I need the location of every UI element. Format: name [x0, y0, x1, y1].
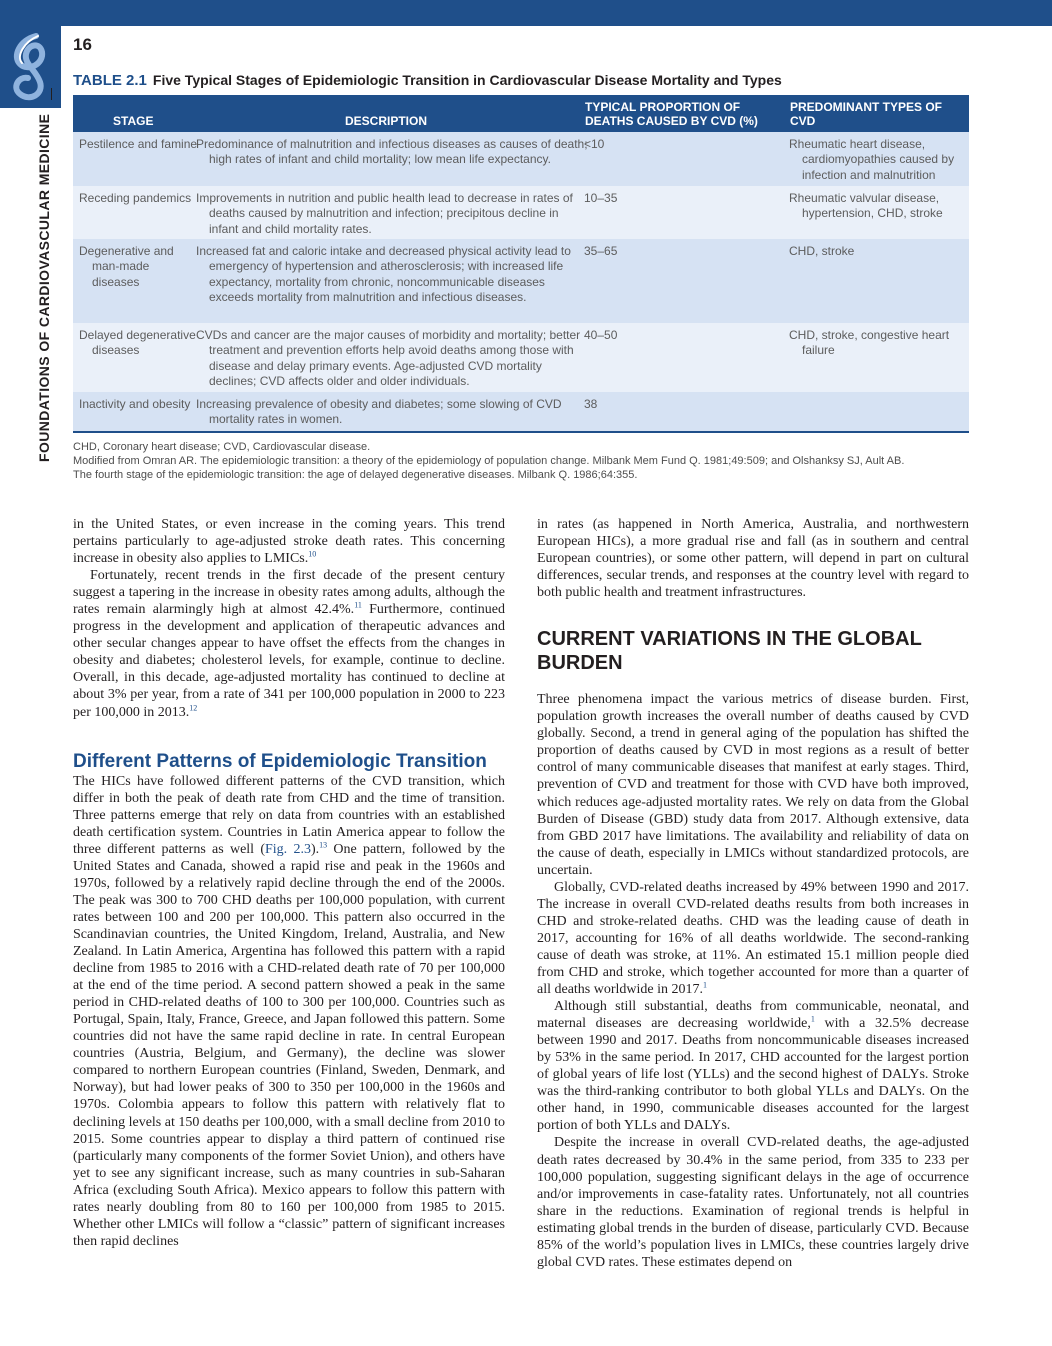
proportion-cell: 38 [584, 397, 598, 411]
paragraph: in rates (as happened in North America, Australia, and northwestern European HICs), a more gradual rise and fall (as in southern and central European countries), or some other pattern, will depend in part on cultural differences, secular trends, and responses at the country level with regard to both public health and treatment infrastructures. [537, 517, 969, 601]
types-cell: CHD, stroke [789, 244, 855, 258]
stage-cell: Receding pandemics [79, 191, 192, 205]
epidemiologic-stages-table [73, 95, 969, 433]
table-bottom-rule [73, 431, 969, 433]
header-description: DESCRIPTION [345, 114, 428, 128]
table-footnotes [73, 440, 973, 483]
table-row [73, 323, 969, 392]
paragraph: Despite the increase in overall CVD-related deaths, the age-adjusted death rates decreased by 30.4% in the same period, from 335 to 233 per 100,000 population, suggesting significant delays in the age of occurrence and/or improvements in case-fatality rates. Unfortunately, not all countries share in the reductions. Examination of regional trends is helpful in estimating global trends in the burden of disease, particularly CVD. Because 85% of the world’s population lives in LMICs, these countries largely drive global CVD rates. These estimates depend on [537, 1135, 969, 1270]
stage-cell: Inactivity and obesity [79, 397, 191, 411]
table-label: TABLE 2.1 [73, 72, 147, 89]
citation[interactable]: 11 [354, 600, 362, 610]
table-row [73, 392, 969, 431]
citation[interactable]: 13 [319, 840, 328, 850]
table-row [73, 132, 969, 186]
chapter-logo-icon [2, 30, 58, 106]
description-cell: Increasing prevalence of obesity and diabetes; some slowing of CVD mortality rates in women. [196, 397, 562, 427]
subsection-heading: Different Patterns of Epidemiologic Transition [73, 750, 487, 772]
paragraph-text: with a 32.5% decrease between 1990 and 2017. Deaths from noncommunicable diseases increased by 53% in the same period. In 2017, CHD accounted for the largest portion of global years of life lost (YLLs) and the second highest of DALYs. Stroke was the third-ranking contributor to both global YLLs and DALYs. On the other hand, in 1990, communicable diseases accounted for the largest portion of both YLLs and DALYs. [537, 1016, 969, 1134]
paragraph [73, 516, 505, 567]
citation[interactable]: 1 [703, 980, 708, 990]
proportion-cell: 40–50 [584, 328, 618, 342]
citation[interactable]: 1 [810, 1014, 815, 1024]
paragraph-text: Furthermore, continued progress in the development and application of therapeutic advances and other secular changes appear to have offset the effects from the changes in obesity and diabetes; cholesterol levels, for example, continue to decline. Overall, in this decade, age-adjusted mortality has continued to decline at about 3% per year, from a rate of 341 per 100,000 population in 2000 to 223 per 100,000 in 2013. [73, 602, 505, 720]
section-heading: CURRENT VARIATIONS IN THE GLOBAL BURDEN [537, 628, 922, 675]
proportion-cell: 35–65 [584, 244, 618, 258]
proportion-cell: 10–35 [584, 191, 618, 205]
paragraph [73, 773, 505, 1250]
header-types: PREDOMINANT TYPES OF CVD [790, 100, 943, 128]
types-cell: CHD, stroke, congestive heart failure [789, 328, 950, 358]
table-caption [73, 72, 782, 89]
paragraph [537, 879, 969, 998]
table-header-row [73, 95, 969, 132]
paragraph: Three phenomena impact the various metrics of disease burden. First, population growth increases the overall number of deaths caused by CVD globally. Second, a trend in general aging of the population has shifted the proportion of deaths caused by CVD in most regions as a result of better control of many communicable diseases that manifest at early stages. Third, prevention of CVD and treatment for those with CVD have both improved, which reduces age-adjusted mortality rates. We rely on data from the Global Burden of Disease (GBD) study data from 2017. Although extensive, data from GBD 2017 have limitations. The availability and reliability of data on the cause of death, especially in LMICs without standardized protocols, are uncertain. [537, 692, 969, 878]
header-stage: STAGE [113, 114, 154, 128]
table-row [73, 186, 969, 239]
types-cell: Rheumatic valvular disease, hypertension, CHD, stroke [789, 191, 943, 221]
stage-cell: Pestilence and famine [79, 137, 198, 151]
citation[interactable]: 10 [308, 549, 317, 559]
paragraph-text: ). [310, 841, 320, 857]
left-text-column [73, 516, 505, 1250]
top-color-band [0, 0, 1052, 26]
stage-cell: Delayed degenerative diseases [79, 328, 196, 358]
paragraph-text: The HICs have followed different patterns of the CVD transition, which differ in both the peak of death rate from CHD and the time of transition. Three patterns emerge that rely on data from countries with an established death certification system. Countries in Latin America appear to follow the three different patterns as well ( [73, 773, 505, 857]
paragraph-text: One pattern, followed by the United States and Canada, showed a rapid rise and peak in the 1960s and 1970s, followed by a relatively rapid decline through the end of the 2000s. The peak was 300 to 700 CHD deaths per 100,000 population, with current rates between 100 and 200 per 100,000. This pattern also occurred in the Scandinavian countries, the United Kingdom, Ireland, Australia, and New Zealand. In Latin America, Argentina has followed this pattern with a rapid decline from 1985 to 2016 with a CHD-related death rate of 70 per 100,000 at the end of the time period. A second pattern showed a peak in the same period in CHD-related deaths of 100 to 300 per 100,000. Countries such as Portugal, Spain, Italy, France, Greece, and Japan followed this pattern. Some countries did not have the same rapid decline in rate. In central European countries (Austria, Belgium, and Germany), the decline was slower compared to northern European countries (Finland, Sweden, Denmark, and Norway), but had lower peaks of 300 to 350 per 100,000 in the 1960s and 1970s. Colombia appears to follow this pattern with relatively flat to declining levels at 150 deaths per 100,000, with a small decline from 2010 to 2015. Some countries appear to display a third pattern of continued rise (particularly many components of the former Soviet Union), and others have yet to see any significant increase, such as many countries in sub-Saharan Africa (excluding South Africa). Mexico appears to follow this pattern with rates nearly doubling from 80 to 160 per 100,000 from 1985 to 2015. Whether other LMICs will follow a “classic” pattern of significant increases then rapid declines [73, 841, 506, 1249]
table-title: Five Typical Stages of Epidemiologic Transition in Cardiovascular Disease Mortality and Types [152, 72, 782, 88]
footnote-abbreviations: CHD, Coronary heart disease; CVD, Cardiovascular disease. [73, 441, 371, 453]
paragraph-text: Globally, CVD-related deaths increased by 49% between 1990 and 2017. The increase in overall CVD-related deaths results from both increases in CHD and stroke-related deaths. CHD was the leading cause of death in 2017, accounting for 16% of all deaths worldwide. The second-ranking cause of death was stroke, at 11%. An estimated 15.1 million people died from CHD and stroke, which together accounted for more than a quarter of all deaths worldwide in 2017. [537, 879, 969, 998]
paragraph-text: Although still substantial, deaths from communicable, neonatal, and maternal diseases are decreasing worldwide, [537, 999, 969, 1032]
side-divider [51, 88, 52, 100]
proportion-cell: <10 [584, 137, 605, 151]
right-text-column [537, 516, 969, 1271]
types-cell: Rheumatic heart disease, cardiomyopathies caused by infection and malnutrition [789, 137, 955, 182]
description-cell: Predominance of malnutrition and infectious diseases as causes of death; high rates of infant and child mortality; low mean life expectancy. [196, 137, 588, 167]
description-cell: Improvements in nutrition and public health lead to decrease in rates of deaths caused by malnutrition and infection; precipitous decline in infant and child mortality rates. [196, 191, 573, 236]
paragraph [73, 567, 505, 720]
paragraph-text: in the United States, or even increase in the coming years. This trend pertains particularly to age-adjusted stroke death rates. This concerning increase in obesity also applies to LMICs. [73, 517, 505, 567]
paragraph [537, 998, 969, 1134]
page-number: 16 [73, 35, 92, 54]
figure-link[interactable]: Fig. 2.3 [265, 841, 311, 857]
header-proportion [585, 100, 758, 128]
description-cell: Increased fat and caloric intake and decreased physical activity lead to emergency of hypertension and atherosclerosis; with increased life expectancy, mortality from chronic, noncommunicable diseases exceeds mortality from malnutrition and infectious diseases. [196, 244, 571, 305]
table-row [73, 239, 969, 323]
citation[interactable]: 12 [189, 702, 198, 712]
header-proportion-line-2: DEATHS CAUSED BY CVD (%) [585, 114, 758, 128]
running-section-title: FOUNDATIONS OF CARDIOVASCULAR MEDICINE [36, 113, 52, 462]
footnote-source-line-1: Modified from Omran AR. The epidemiologic transition: a theory of the epidemiology of population change. Milbank Mem Fund Q. 1981;49:509; and Olshanksy SJ, Ault AB. [73, 455, 905, 468]
description-cell: CVDs and cancer are the major causes of morbidity and mortality; better treatment and prevention efforts help avoid deaths among those with disease and delay primary events. Age-adjusted CVD mortality declines; CVD affects older and older individuals. [196, 328, 581, 389]
paragraph-text: Fortunately, recent trends in the first decade of the present century suggest a tapering in the increase in obesity rates among adults, although the rates remain alarmingly high at almost 42.4%. [73, 568, 505, 618]
header-proportion-line-1: TYPICAL PROPORTION OF [585, 100, 741, 114]
footnote-source-line-2: The fourth stage of the epidemiologic transition: the age of delayed degenerative diseases. Milbank Q. 1986;64:355. [73, 469, 638, 482]
stage-cell: Degenerative and man-made diseases [79, 244, 174, 289]
